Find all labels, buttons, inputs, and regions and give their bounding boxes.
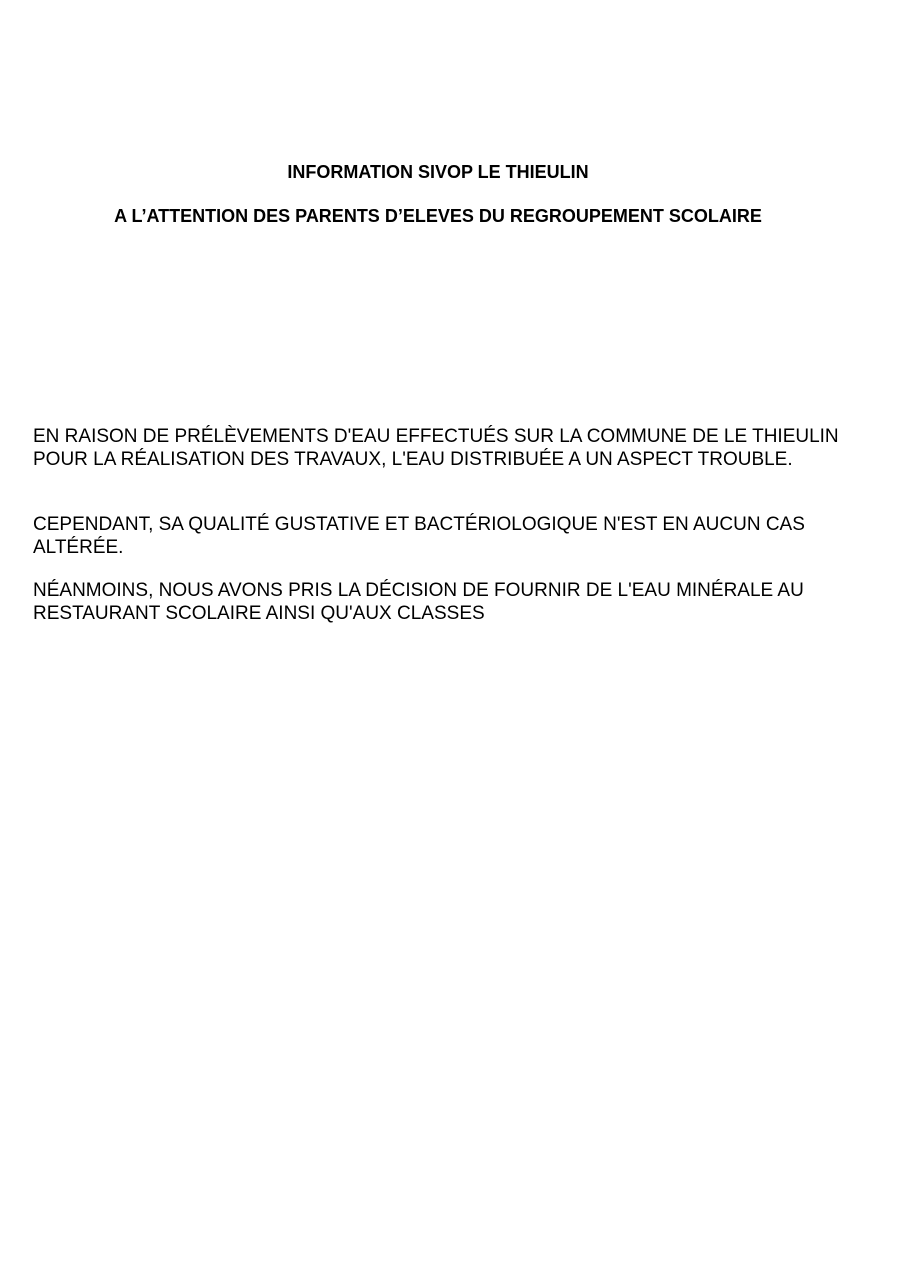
paragraph-water-appearance: EN RAISON DE PRÉLÈVEMENTS D'EAU EFFECTUÉS SUR LA COMMUNE DE LE THIEULIN POUR LA RÉALISATION DES TRAVAUX, L'EAU DISTRIBUÉE A UN ASPECT TROUBLE.: [33, 426, 839, 470]
document-title: INFORMATION SIVOP LE THIEULIN: [287, 162, 589, 182]
paragraph-water-quality: CEPENDANT, SA QUALITÉ GUSTATIVE ET BACTÉRIOLOGIQUE N'EST EN AUCUN CAS ALTÉRÉE.: [33, 514, 805, 558]
paragraph-mineral-water-decision: NÉANMOINS, NOUS AVONS PRIS LA DÉCISION DE FOURNIR DE L'EAU MINÉRALE AU RESTAURANT SCOLAIRE AINSI QU'AUX CLASSES: [33, 580, 804, 624]
document-subtitle: A L’ATTENTION DES PARENTS D’ELEVES DU REGROUPEMENT SCOLAIRE: [114, 206, 762, 226]
